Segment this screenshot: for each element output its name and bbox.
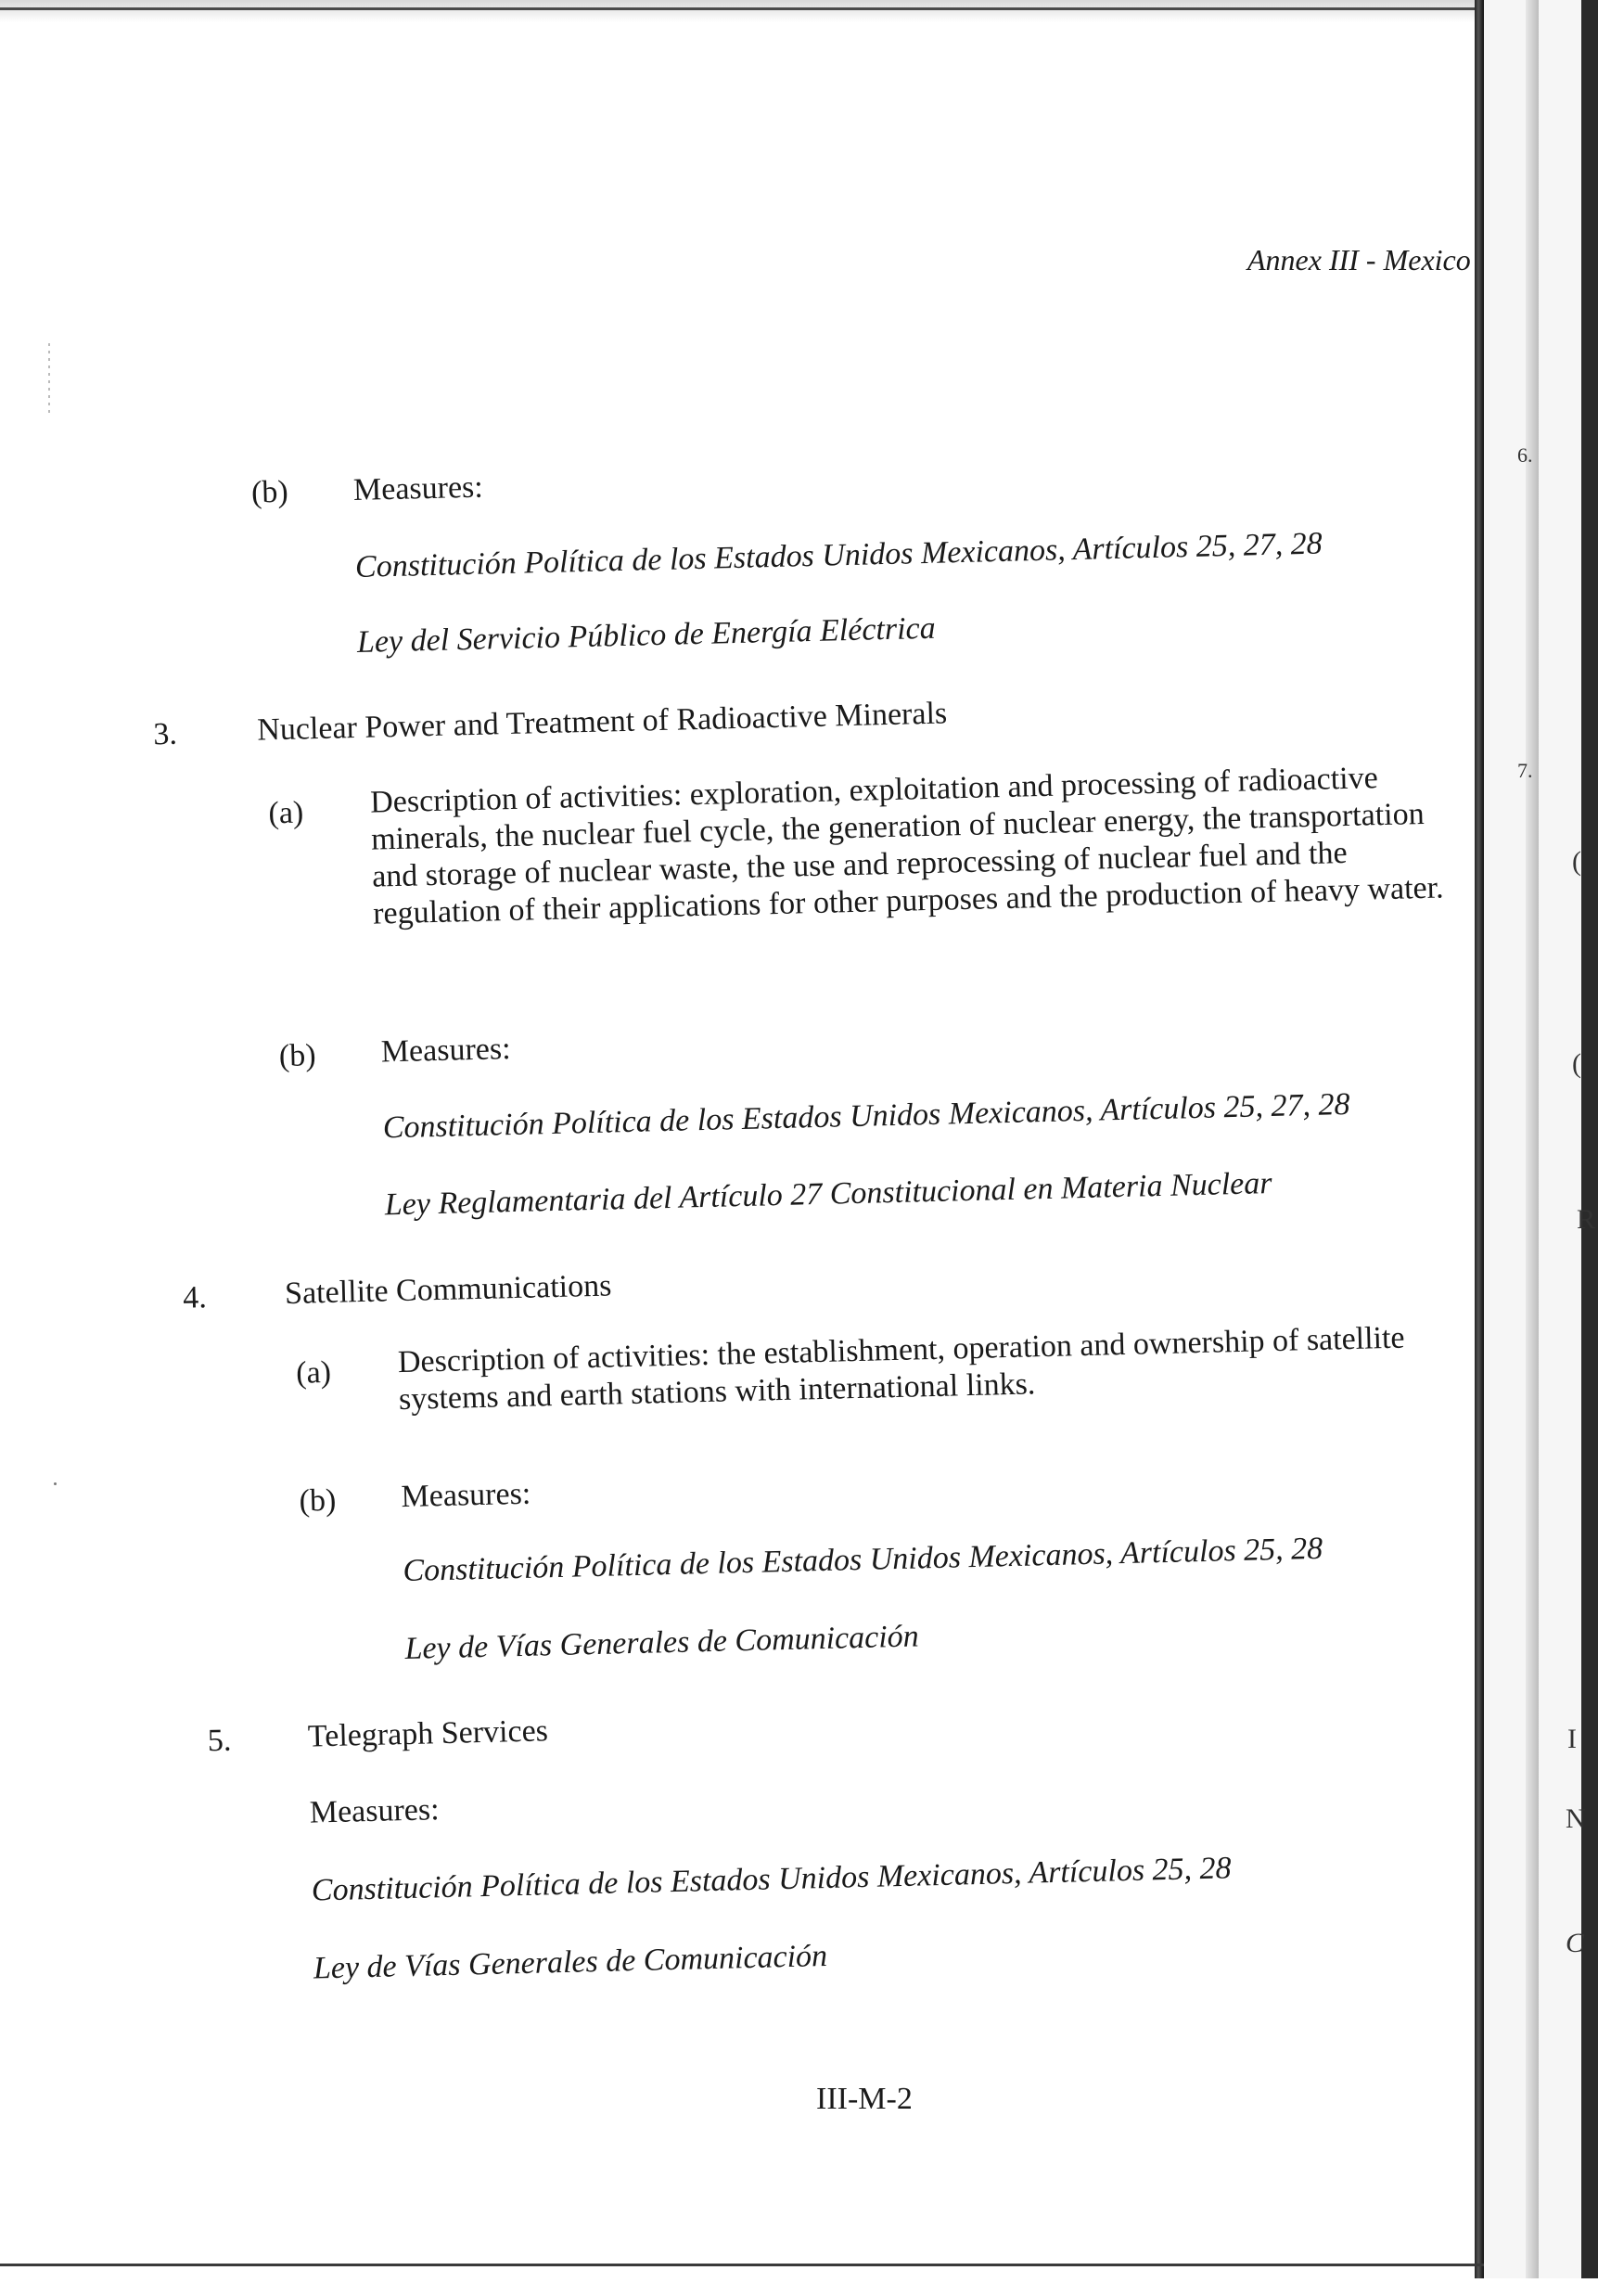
- measure-citation: Constitución Política de los Estados Unidos Mexicanos, Artículos 25, 27, 28: [354, 526, 1323, 584]
- adjacent-fragment: 7.: [1517, 759, 1533, 782]
- adjacent-fragment: N: [1566, 1803, 1586, 1834]
- item-label: (a): [295, 1354, 332, 1391]
- item-label: (b): [278, 1038, 317, 1074]
- measures-heading: Measures:: [401, 1476, 531, 1515]
- adjacent-fragment: (: [1572, 1048, 1581, 1079]
- measure-citation: Ley del Servicio Público de Energía Eléctrica: [356, 610, 937, 660]
- item-label: (b): [299, 1482, 337, 1519]
- section-title: Nuclear Power and Treatment of Radioactive Minerals: [256, 696, 948, 748]
- item-label: (a): [268, 795, 304, 831]
- running-head: Annex III - Mexico: [1247, 243, 1471, 276]
- binding-shadow: [1526, 0, 1539, 2278]
- measure-citation: Constitución Política de los Estados Unidos Mexicanos, Artículos 25, 28: [311, 1851, 1232, 1908]
- section-number: 4.: [182, 1280, 208, 1315]
- activity-description: Description of activities: the establishment, operation and ownership of satellite systems and earth stations with international links.: [397, 1320, 1405, 1417]
- measure-citation: Ley Reglamentaria del Artículo 27 Constitucional en Materia Nuclear: [384, 1166, 1272, 1223]
- adjacent-fragment: 6.: [1517, 443, 1533, 467]
- measure-citation: Constitución Política de los Estados Unidos Mexicanos, Artículos 25, 28: [403, 1531, 1323, 1589]
- adjacent-fragment: R: [1577, 1204, 1596, 1235]
- measures-heading: Measures:: [309, 1792, 441, 1830]
- adjacent-fragment: C: [1566, 1928, 1585, 1958]
- activity-description: Description of activities: exploration, exploitation and processing of radioactive minerals, the nuclear fuel cycle, the generation of nuclear energy, the transportation and storage of nuclear waste, the use and reprocessing of nuclear fuel and the regulation of their applications for other purposes and the production of heavy water.: [369, 761, 1445, 931]
- measures-heading: Measures:: [380, 1032, 511, 1070]
- section-number: 5.: [207, 1723, 232, 1759]
- measures-heading: Measures:: [352, 469, 484, 508]
- adjacent-fragment: I: [1567, 1724, 1577, 1754]
- measure-citation: Constitución Política de los Estados Unidos Mexicanos, Artículos 25, 27, 28: [382, 1086, 1350, 1146]
- section-title: Telegraph Services: [307, 1713, 549, 1754]
- page-number: III-M-2: [816, 2082, 913, 2116]
- adjacent-fragment: (: [1572, 846, 1581, 877]
- measure-citation: Ley de Vías Generales de Comunicación: [313, 1938, 828, 1986]
- item-label: (b): [250, 474, 289, 510]
- section-number: 3.: [152, 716, 178, 752]
- section-title: Satellite Communications: [284, 1268, 612, 1312]
- measure-citation: Ley de Vías Generales de Comunicación: [404, 1619, 920, 1667]
